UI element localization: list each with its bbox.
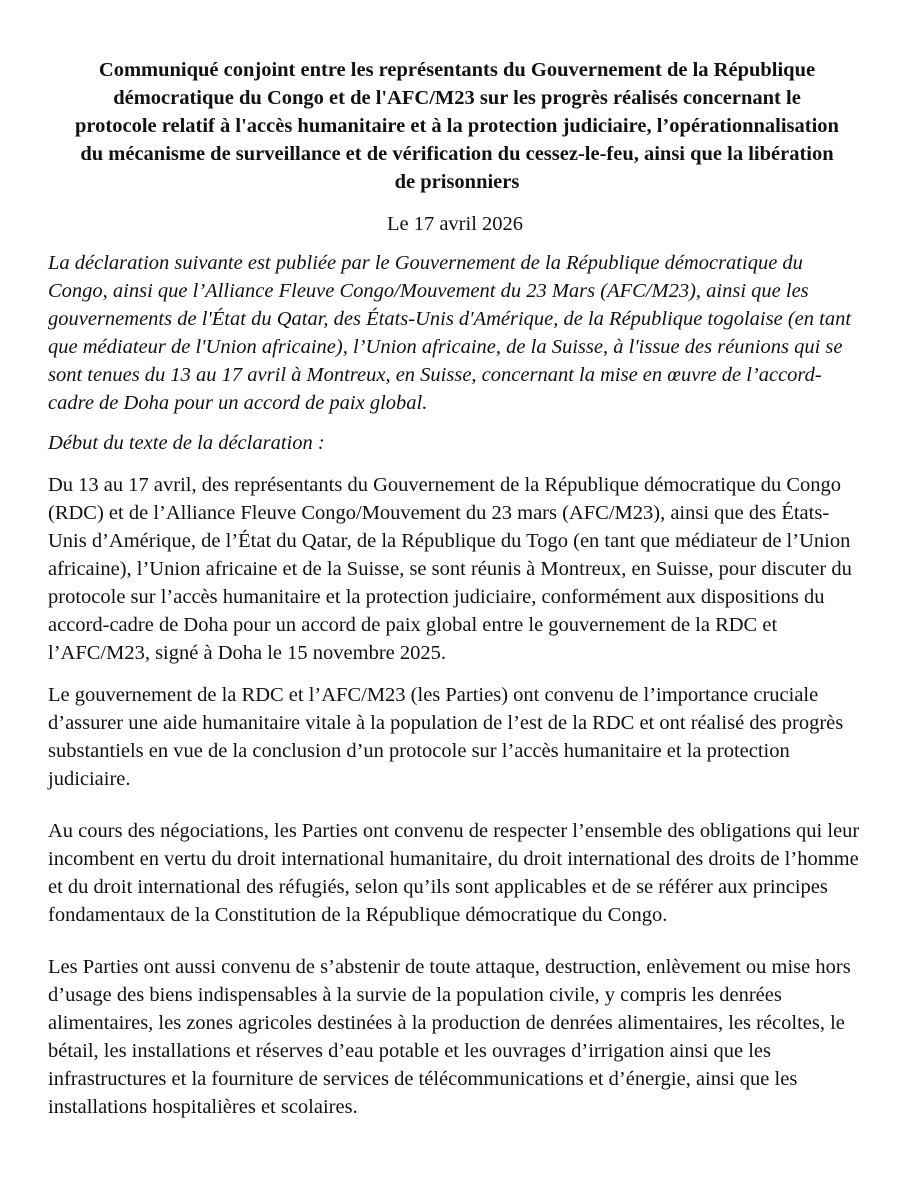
body-paragraph-2: Le gouvernement de la RDC et l’AFC/M23 (les Parties) ont convenu de l’importance cruciale d’assurer une aide humanitaire vitale à la population de l’est de la RDC et ont réalisé des progrès substantiels en vue de la conclusion d’un protocole sur l’accès humanitaire et la protection judiciaire. (48, 684, 844, 790)
body-paragraph-3: Au cours des négociations, les Parties ont convenu de respecter l’ensemble des obligations qui leur incombent en vertu du droit international humanitaire, du droit international des droits de l’homme et du droit international des réfugiés, selon qu’ils sont applicables et de se référer aux principes fondamentaux de la Constitution de la République démocratique du Congo. (48, 820, 860, 926)
document-title: Communiqué conjoint entre les représentants du Gouvernement de la République démocratique du Congo et de l'AFC/M23 sur les progrès réalisés concernant le protocole relatif à l'accès humanitaire et à la protection judiciaire, l’opérationnalisation du mécanisme de surveillance et de vérification du cessez-le-feu, ainsi que la libération de prisonniers (75, 59, 839, 193)
document-date: Le 17 avril 2026 (386, 213, 524, 235)
body-paragraph-4: Les Parties ont aussi convenu de s’abstenir de toute attaque, destruction, enlèvement ou mise hors d’usage des biens indispensables à la survie de la population civile, y compris les denrées alimentaires, les zones agricoles destinées à la production de denrées alimentaires, les récoltes, le bétail, les installations et réserves d’eau potable et les ouvrages d’irrigation ainsi que les infrastructures et la fourniture de services de télécommunications et d’énergie, ainsi que les installations hospitalières et scolaires. (48, 956, 851, 1118)
body-paragraph-1: Du 13 au 17 avril, des représentants du Gouvernement de la République démocratique du Congo (RDC) et de l’Alliance Fleuve Congo/Mouvement du 23 mars (AFC/M23), ainsi que des États-Unis d’Amérique, de l’État du Qatar, de la République du Togo (en tant que médiateur de l’Union africaine), l’Union africaine et de la Suisse, se sont réunis à Montreux, en Suisse, pour discuter du protocole sur l’accès humanitaire et la protection judiciaire, conformément aux dispositions du accord-cadre de Doha pour un accord de paix global entre le gouvernement de la RDC et l’AFC/M23, signé à Doha le 15 novembre 2025. (48, 474, 852, 664)
intro-paragraph: La déclaration suivante est publiée par le Gouvernement de la République démocratique du Congo, ainsi que l’Alliance Fleuve Congo/Mouvement du 23 Mars (AFC/M23), ainsi que les gouvernements de l'État du Qatar, des États-Unis d'Amérique, de la République togolaise (en tant que médiateur de l'Union africaine), l’Union africaine, de la Suisse, à l'issue des réunions qui se sont tenues du 13 au 17 avril à Montreux, en Suisse, concernant la mise en œuvre de l’accord-cadre de Doha pour un accord de paix global. (48, 252, 852, 414)
declaration-start-label: Début du texte de la déclaration : (48, 432, 325, 454)
